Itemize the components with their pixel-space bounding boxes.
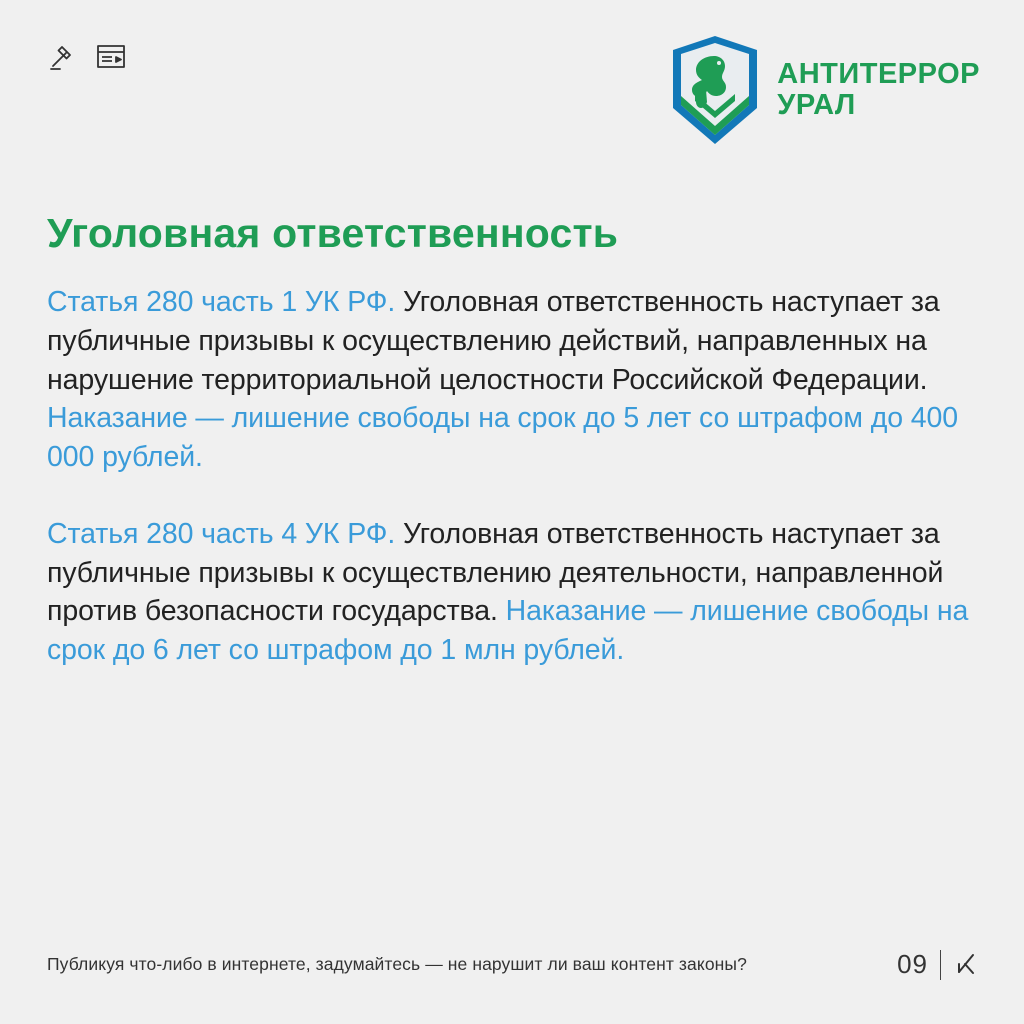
punishment-1: Наказание — лишение свободы на срок до 5 лет со штрафом до 400 000 рублей. [47,402,959,473]
header [44,34,980,144]
law-reference-1: Статья 280 часть 1 УК РФ. [47,286,396,318]
header-icon-group [48,40,128,74]
law-body-2: Уголовная ответственность наступает за публичные призывы к осуществлению деятельности, направленной против безопасности государства. [47,517,944,628]
footer-note: Публикуя что-либо в интернете, задумайтесь — не нарушит ли ваш контент законы? [47,954,747,974]
shield-lizard-icon [669,34,761,146]
paragraph-1 [47,283,979,477]
logo-line-1: АНТИТЕРРОР [777,58,980,91]
main-content [47,210,979,708]
logo [669,34,980,146]
presentation-icon [94,40,128,74]
gavel-icon [48,40,82,74]
footer [47,949,979,980]
punishment-2: Наказание — лишение свободы на срок до 6 лет со штрафом до 1 млн рублей. [47,595,969,666]
logo-text [777,59,980,120]
law-reference-2: Статья 280 часть 4 УК РФ. [47,517,396,550]
page-number: 09 [897,949,928,979]
footer-page-block [897,949,979,980]
arrow-mark-icon [953,952,979,978]
footer-divider [940,950,941,980]
paragraph-2 [47,515,979,670]
page-title: Уголовная ответственность [47,210,619,256]
law-body-1: Уголовная ответственность наступает за публичные призывы к осуществлению действий, направленных на нарушение территориальной целостности Российской Федерации. [47,286,940,396]
logo-line-2: УРАЛ [777,89,856,121]
